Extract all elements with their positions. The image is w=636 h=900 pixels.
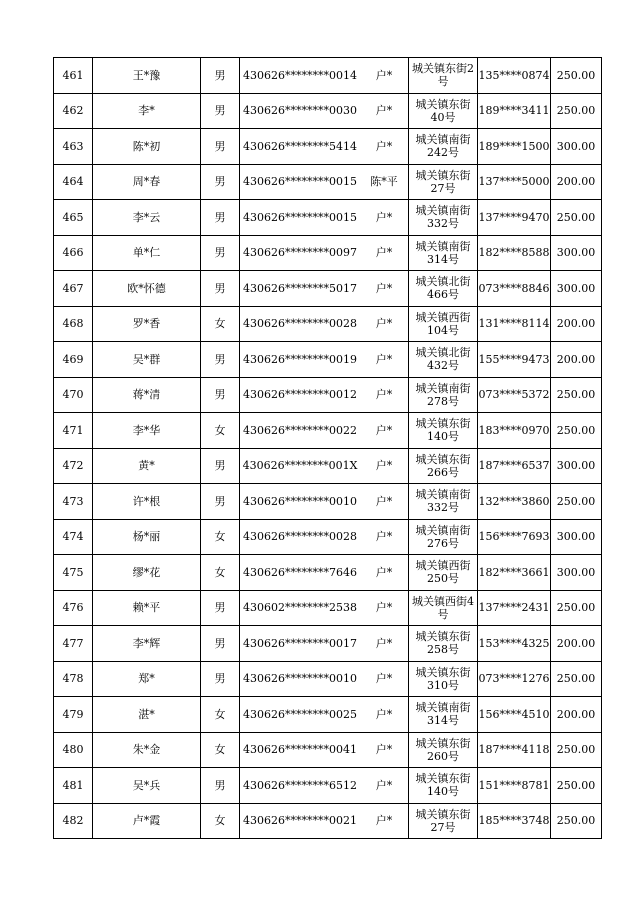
person-name-cell: 单*仁: [93, 235, 201, 271]
table-row: [54, 803, 602, 839]
id-number-cell: 430626********0014: [240, 58, 361, 94]
amount-cell: 250.00: [551, 377, 602, 413]
person-name-cell: 吴*群: [93, 342, 201, 378]
row-number-cell: 477: [54, 626, 93, 662]
household-head-cell: 户*: [360, 58, 409, 94]
phone-number-cell: 137****9470: [478, 200, 551, 236]
id-number-cell: 430626********0028: [240, 519, 361, 555]
table-row: [54, 590, 602, 626]
household-head-cell: 户*: [360, 413, 409, 449]
id-number-cell: 430626********0028: [240, 306, 361, 342]
row-number-cell: 482: [54, 803, 93, 839]
amount-cell: 250.00: [551, 484, 602, 520]
table-row: [54, 377, 602, 413]
household-head-cell: 户*: [360, 129, 409, 165]
person-name-cell: 李*华: [93, 413, 201, 449]
id-number-cell: 430602********2538: [240, 590, 361, 626]
gender-cell: 女: [201, 697, 240, 733]
phone-number-cell: 132****3860: [478, 484, 551, 520]
table-body: [54, 58, 602, 839]
person-name-cell: 陈*初: [93, 129, 201, 165]
row-number-cell: 462: [54, 93, 93, 129]
id-number-cell: 430626********0030: [240, 93, 361, 129]
gender-cell: 男: [201, 590, 240, 626]
row-number-cell: 465: [54, 200, 93, 236]
person-name-cell: 王*豫: [93, 58, 201, 94]
address-cell: 城关镇东街266号: [409, 448, 478, 484]
household-head-cell: 户*: [360, 200, 409, 236]
address-cell: 城关镇北街432号: [409, 342, 478, 378]
table-row: [54, 697, 602, 733]
id-number-cell: 430626********5017: [240, 271, 361, 307]
address-cell: 城关镇东街27号: [409, 164, 478, 200]
gender-cell: 男: [201, 164, 240, 200]
id-number-cell: 430626********0021: [240, 803, 361, 839]
person-name-cell: 缪*花: [93, 555, 201, 591]
address-cell: 城关镇东街140号: [409, 413, 478, 449]
person-name-cell: 李*辉: [93, 626, 201, 662]
table-row: [54, 164, 602, 200]
address-cell: 城关镇北街466号: [409, 271, 478, 307]
address-cell: 城关镇南街276号: [409, 519, 478, 555]
table-row: [54, 342, 602, 378]
gender-cell: 女: [201, 519, 240, 555]
gender-cell: 男: [201, 661, 240, 697]
address-cell: 城关镇东街27号: [409, 803, 478, 839]
gender-cell: 女: [201, 413, 240, 449]
gender-cell: 女: [201, 555, 240, 591]
amount-cell: 250.00: [551, 661, 602, 697]
amount-cell: 250.00: [551, 590, 602, 626]
amount-cell: 200.00: [551, 342, 602, 378]
table-row: [54, 768, 602, 804]
row-number-cell: 463: [54, 129, 93, 165]
row-number-cell: 467: [54, 271, 93, 307]
phone-number-cell: 137****5000: [478, 164, 551, 200]
row-number-cell: 472: [54, 448, 93, 484]
phone-number-cell: 131****8114: [478, 306, 551, 342]
address-cell: 城关镇西街4号: [409, 590, 478, 626]
household-head-cell: 陈*平: [360, 164, 409, 200]
phone-number-cell: 182****8588: [478, 235, 551, 271]
row-number-cell: 470: [54, 377, 93, 413]
id-number-cell: 430626********0025: [240, 697, 361, 733]
person-name-cell: 杨*丽: [93, 519, 201, 555]
person-name-cell: 李*: [93, 93, 201, 129]
table-row: [54, 626, 602, 662]
gender-cell: 男: [201, 235, 240, 271]
address-cell: 城关镇东街260号: [409, 732, 478, 768]
data-table: [53, 57, 602, 839]
amount-cell: 200.00: [551, 164, 602, 200]
table-row: [54, 235, 602, 271]
amount-cell: 300.00: [551, 555, 602, 591]
table-row: [54, 93, 602, 129]
table-row: [54, 306, 602, 342]
amount-cell: 300.00: [551, 519, 602, 555]
gender-cell: 男: [201, 768, 240, 804]
household-head-cell: 户*: [360, 306, 409, 342]
amount-cell: 300.00: [551, 448, 602, 484]
phone-number-cell: 185****3748: [478, 803, 551, 839]
address-cell: 城关镇东街310号: [409, 661, 478, 697]
row-number-cell: 469: [54, 342, 93, 378]
amount-cell: 250.00: [551, 200, 602, 236]
amount-cell: 200.00: [551, 697, 602, 733]
row-number-cell: 478: [54, 661, 93, 697]
person-name-cell: 郑*: [93, 661, 201, 697]
table-row: [54, 129, 602, 165]
phone-number-cell: 135****0874: [478, 58, 551, 94]
amount-cell: 250.00: [551, 732, 602, 768]
person-name-cell: 朱*金: [93, 732, 201, 768]
person-name-cell: 湛*: [93, 697, 201, 733]
table-row: [54, 271, 602, 307]
amount-cell: 200.00: [551, 306, 602, 342]
amount-cell: 250.00: [551, 413, 602, 449]
table-row: [54, 555, 602, 591]
amount-cell: 250.00: [551, 58, 602, 94]
gender-cell: 男: [201, 342, 240, 378]
amount-cell: 250.00: [551, 803, 602, 839]
row-number-cell: 481: [54, 768, 93, 804]
person-name-cell: 罗*香: [93, 306, 201, 342]
table-row: [54, 519, 602, 555]
id-number-cell: 430626********0015: [240, 164, 361, 200]
row-number-cell: 480: [54, 732, 93, 768]
row-number-cell: 476: [54, 590, 93, 626]
phone-number-cell: 156****4510: [478, 697, 551, 733]
household-head-cell: 户*: [360, 377, 409, 413]
address-cell: 城关镇西街104号: [409, 306, 478, 342]
person-name-cell: 吴*兵: [93, 768, 201, 804]
person-name-cell: 黄*: [93, 448, 201, 484]
phone-number-cell: 187****4118: [478, 732, 551, 768]
phone-number-cell: 182****3661: [478, 555, 551, 591]
id-number-cell: 430626********0041: [240, 732, 361, 768]
address-cell: 城关镇南街278号: [409, 377, 478, 413]
row-number-cell: 473: [54, 484, 93, 520]
gender-cell: 男: [201, 58, 240, 94]
phone-number-cell: 187****6537: [478, 448, 551, 484]
id-number-cell: 430626********0010: [240, 661, 361, 697]
id-number-cell: 430626********7646: [240, 555, 361, 591]
household-head-cell: 户*: [360, 732, 409, 768]
household-head-cell: 户*: [360, 271, 409, 307]
person-name-cell: 李*云: [93, 200, 201, 236]
row-number-cell: 466: [54, 235, 93, 271]
phone-number-cell: 189****3411: [478, 93, 551, 129]
row-number-cell: 471: [54, 413, 93, 449]
row-number-cell: 468: [54, 306, 93, 342]
address-cell: 城关镇南街314号: [409, 697, 478, 733]
household-head-cell: 户*: [360, 626, 409, 662]
amount-cell: 200.00: [551, 626, 602, 662]
id-number-cell: 430626********5414: [240, 129, 361, 165]
phone-number-cell: 073****5372: [478, 377, 551, 413]
address-cell: 城关镇东街40号: [409, 93, 478, 129]
gender-cell: 男: [201, 484, 240, 520]
row-number-cell: 474: [54, 519, 93, 555]
person-name-cell: 欧*怀德: [93, 271, 201, 307]
id-number-cell: 430626********0019: [240, 342, 361, 378]
amount-cell: 300.00: [551, 271, 602, 307]
household-head-cell: 户*: [360, 342, 409, 378]
household-head-cell: 户*: [360, 661, 409, 697]
table-row: [54, 58, 602, 94]
household-head-cell: 户*: [360, 555, 409, 591]
phone-number-cell: 137****2431: [478, 590, 551, 626]
phone-number-cell: 183****0970: [478, 413, 551, 449]
household-head-cell: 户*: [360, 235, 409, 271]
household-head-cell: 户*: [360, 768, 409, 804]
row-number-cell: 479: [54, 697, 93, 733]
household-head-cell: 户*: [360, 484, 409, 520]
table-row: [54, 200, 602, 236]
phone-number-cell: 073****1276: [478, 661, 551, 697]
gender-cell: 男: [201, 271, 240, 307]
phone-number-cell: 153****4325: [478, 626, 551, 662]
household-head-cell: 户*: [360, 93, 409, 129]
address-cell: 城关镇东街2号: [409, 58, 478, 94]
person-name-cell: 赖*平: [93, 590, 201, 626]
address-cell: 城关镇南街242号: [409, 129, 478, 165]
household-head-cell: 户*: [360, 697, 409, 733]
id-number-cell: 430626********0022: [240, 413, 361, 449]
gender-cell: 女: [201, 803, 240, 839]
person-name-cell: 卢*霞: [93, 803, 201, 839]
id-number-cell: 430626********0097: [240, 235, 361, 271]
household-head-cell: 户*: [360, 519, 409, 555]
id-number-cell: 430626********0010: [240, 484, 361, 520]
id-number-cell: 430626********0012: [240, 377, 361, 413]
table-row: [54, 413, 602, 449]
table-row: [54, 661, 602, 697]
household-head-cell: 户*: [360, 448, 409, 484]
address-cell: 城关镇南街332号: [409, 484, 478, 520]
address-cell: 城关镇东街258号: [409, 626, 478, 662]
gender-cell: 男: [201, 448, 240, 484]
address-cell: 城关镇南街332号: [409, 200, 478, 236]
household-head-cell: 户*: [360, 590, 409, 626]
person-name-cell: 许*根: [93, 484, 201, 520]
gender-cell: 女: [201, 306, 240, 342]
id-number-cell: 430626********6512: [240, 768, 361, 804]
row-number-cell: 475: [54, 555, 93, 591]
gender-cell: 男: [201, 93, 240, 129]
person-name-cell: 蒋*清: [93, 377, 201, 413]
amount-cell: 300.00: [551, 235, 602, 271]
household-head-cell: 户*: [360, 803, 409, 839]
gender-cell: 男: [201, 129, 240, 165]
amount-cell: 300.00: [551, 129, 602, 165]
row-number-cell: 464: [54, 164, 93, 200]
phone-number-cell: 073****8846: [478, 271, 551, 307]
person-name-cell: 周*春: [93, 164, 201, 200]
gender-cell: 女: [201, 732, 240, 768]
id-number-cell: 430626********001X: [240, 448, 361, 484]
phone-number-cell: 189****1500: [478, 129, 551, 165]
address-cell: 城关镇东街140号: [409, 768, 478, 804]
row-number-cell: 461: [54, 58, 93, 94]
gender-cell: 男: [201, 200, 240, 236]
table-row: [54, 484, 602, 520]
id-number-cell: 430626********0017: [240, 626, 361, 662]
amount-cell: 250.00: [551, 768, 602, 804]
id-number-cell: 430626********0015: [240, 200, 361, 236]
address-cell: 城关镇南街314号: [409, 235, 478, 271]
table-row: [54, 448, 602, 484]
address-cell: 城关镇西街250号: [409, 555, 478, 591]
phone-number-cell: 155****9473: [478, 342, 551, 378]
phone-number-cell: 156****7693: [478, 519, 551, 555]
table-row: [54, 732, 602, 768]
amount-cell: 250.00: [551, 93, 602, 129]
gender-cell: 男: [201, 377, 240, 413]
phone-number-cell: 151****8781: [478, 768, 551, 804]
gender-cell: 男: [201, 626, 240, 662]
